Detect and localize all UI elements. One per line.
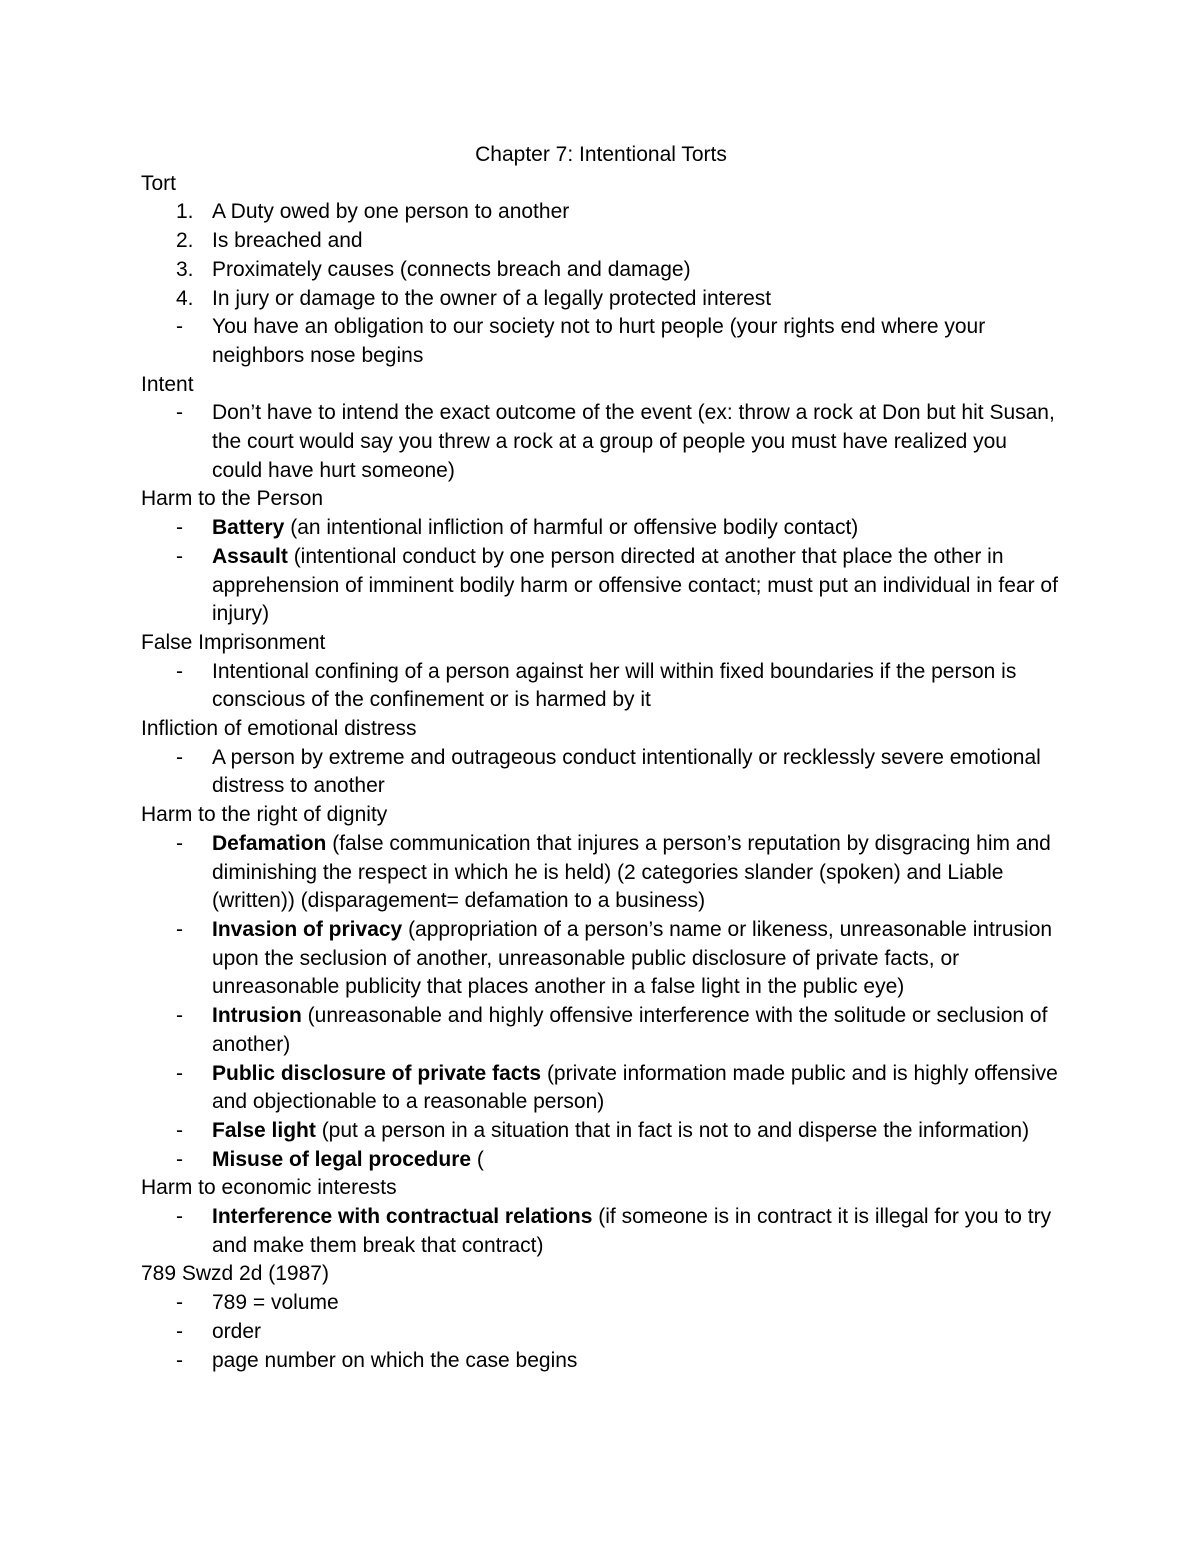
item-text: (unreasonable and highly offensive interference with the solitude or seclusion of another) [212, 1004, 1048, 1056]
item-text: You have an obligation to our society not to hurt people (your rights end where your neighbors nose begins [212, 315, 986, 367]
item-text: A person by extreme and outrageous conduct intentionally or recklessly severe emotional distress to another [212, 745, 1041, 798]
list-item [141, 1117, 1061, 1146]
item-text: (intentional conduct by one person directed at another that place the other in apprehension of imminent bodily harm or offensive contact; must put an individual in fear of injury) [212, 544, 1058, 626]
item-text: Don’t have to intend the exact outcome of the event (ex: throw a rock at Don but hit Susan, the court would say you threw a rock at a group of people you must have realized you could have hurt someone) [212, 401, 1055, 482]
section [141, 170, 1061, 371]
section [141, 371, 1061, 486]
item-text: In jury or damage to the owner of a legally protected interest [212, 286, 772, 310]
section-list [141, 1203, 1061, 1260]
list-item [141, 1060, 1061, 1117]
section-heading: Harm to the Person [141, 487, 324, 511]
list-item [141, 256, 1061, 285]
item-text: order [212, 1319, 262, 1343]
list-marker: - [176, 831, 183, 855]
section-heading: 789 Swzd 2d (1987) [141, 1262, 329, 1286]
section-heading: Infliction of emotional distress [141, 717, 417, 741]
item-text: Proximately causes (connects breach and damage) [212, 257, 691, 281]
list-marker: 2. [176, 229, 194, 253]
list-marker: - [176, 1147, 183, 1171]
section [141, 1260, 1061, 1375]
section-list [141, 658, 1061, 715]
list-item [141, 313, 1061, 370]
bold-term: Misuse of legal procedure [212, 1147, 472, 1171]
list-item [141, 744, 1061, 801]
page-title: Chapter 7: Intentional Torts [475, 143, 727, 166]
list-marker: - [176, 917, 183, 941]
section-list [141, 198, 1061, 370]
section-list [141, 744, 1061, 801]
list-marker: - [176, 315, 183, 339]
section [141, 1174, 1061, 1260]
item-text: 789 = volume [212, 1291, 339, 1315]
item-text: (put a person in a situation that in fact is not to and disperse the information) [315, 1118, 1030, 1142]
section-list [141, 399, 1061, 485]
list-marker: - [176, 1061, 183, 1085]
list-marker: - [176, 1291, 183, 1315]
item-text: Is breached and [212, 229, 363, 253]
bold-term: Invasion of privacy [212, 917, 403, 941]
bold-term: Public disclosure of private facts [212, 1061, 542, 1085]
section-heading: Intent [141, 372, 194, 396]
section-heading: False Imprisonment [141, 630, 326, 654]
section-list [141, 1289, 1061, 1375]
section-list [141, 514, 1061, 629]
list-marker: - [176, 659, 183, 683]
section-heading: Tort [141, 171, 177, 195]
list-marker: 1. [176, 200, 194, 224]
list-marker: 4. [176, 286, 194, 310]
bold-term: Battery [212, 516, 285, 540]
document-body [141, 141, 1061, 1375]
list-marker: 3. [176, 257, 194, 281]
bold-term: Intrusion [212, 1004, 302, 1028]
list-item [141, 399, 1061, 485]
list-marker: - [176, 516, 183, 540]
list-item [141, 1203, 1061, 1260]
section [141, 801, 1061, 1174]
item-text: (private information made public and is highly offensive and objectionable to a reasonable person) [212, 1061, 1058, 1114]
section [141, 715, 1061, 801]
bold-term: Assault [212, 544, 288, 568]
list-item [141, 227, 1061, 256]
item-text: (an intentional infliction of harmful or offensive bodily contact) [284, 516, 859, 540]
section-heading: Harm to the right of dignity [141, 803, 388, 827]
list-item [141, 514, 1061, 543]
list-item [141, 658, 1061, 715]
bold-term: Defamation [212, 831, 327, 855]
list-marker: - [176, 1319, 183, 1343]
list-item [141, 1002, 1061, 1059]
item-text: (appropriation of a person’s name or likeness, unreasonable intrusion upon the seclusion of another, unreasonable public disclosure of private facts, or unreasonable publicity that places another in a false light in the public eye) [212, 917, 1053, 999]
item-text: (false communication that injures a person’s reputation by disgracing him and diminishing the respect in which he is held) (2 categories slander (spoken) and Liable (written)) (disparagement= defamation to a business) [212, 831, 1051, 913]
list-marker: - [176, 401, 183, 425]
bold-term: False light [212, 1118, 316, 1142]
section [141, 629, 1061, 715]
section [141, 485, 1061, 629]
list-marker: - [176, 1205, 183, 1229]
bold-term: Interference with contractual relations [212, 1205, 593, 1229]
item-text: A Duty owed by one person to another [212, 200, 570, 224]
list-marker: - [176, 1348, 183, 1372]
sections-container [141, 170, 1061, 1376]
list-item [141, 198, 1061, 227]
list-marker: - [176, 1004, 183, 1028]
list-item [141, 1146, 1061, 1175]
list-item [141, 543, 1061, 629]
item-text: (if someone is in contract it is illegal for you to try and make them break that contract) [212, 1205, 1052, 1257]
list-item [141, 1289, 1061, 1318]
list-item [141, 1347, 1061, 1376]
list-item [141, 830, 1061, 916]
item-text: page number on which the case begins [212, 1348, 578, 1372]
item-text: Intentional confining of a person against her will within fixed boundaries if the person is conscious of the confinement or is harmed by it [212, 659, 1017, 712]
item-text: ( [471, 1147, 484, 1171]
list-item [141, 1318, 1061, 1347]
list-marker: - [176, 1118, 183, 1142]
section-heading: Harm to economic interests [141, 1176, 397, 1200]
section-list [141, 830, 1061, 1174]
list-marker: - [176, 544, 183, 568]
list-item [141, 285, 1061, 314]
list-marker: - [176, 745, 183, 769]
list-item [141, 916, 1061, 1002]
